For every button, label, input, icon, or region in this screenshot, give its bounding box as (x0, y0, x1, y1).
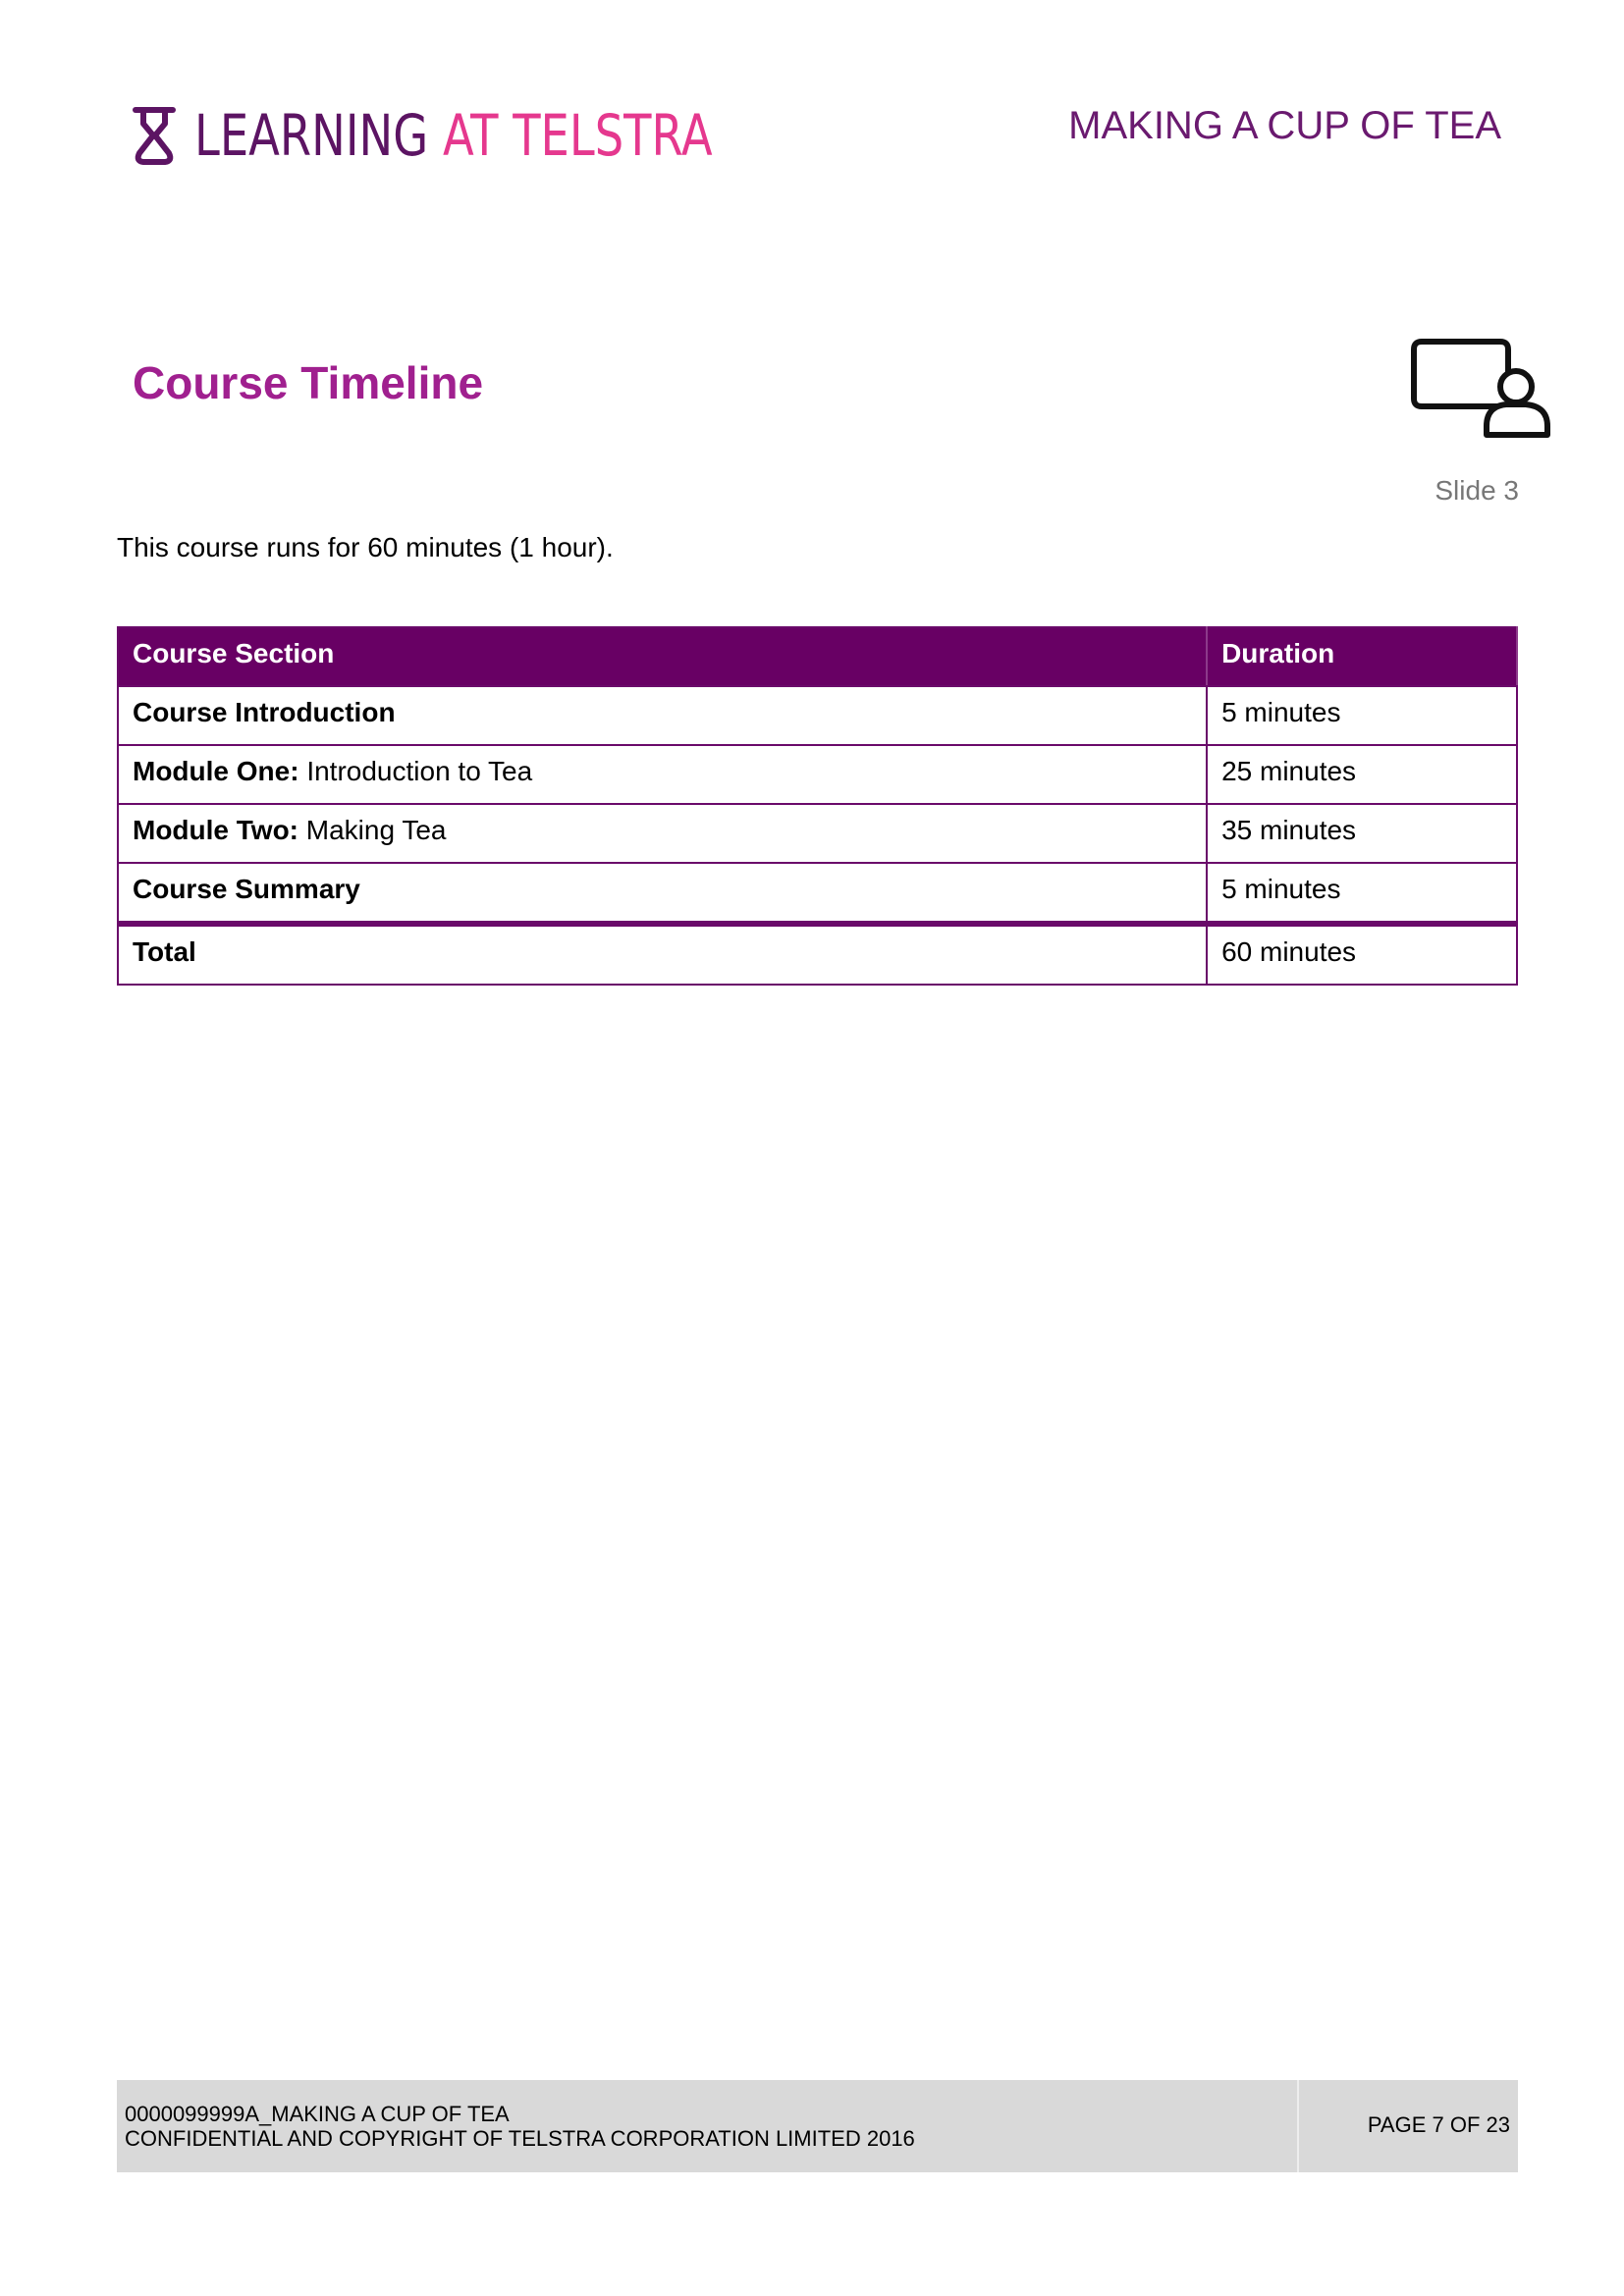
section-cell (118, 745, 1207, 804)
logo-text-at-telstra: AT TELSTRA (442, 102, 713, 169)
footer-document-id: 0000099999A_MAKING A CUP OF TEA (125, 2102, 510, 2126)
total-row (118, 924, 1517, 985)
course-timeline-table (117, 626, 1518, 986)
section-name: Module One: (133, 756, 299, 786)
footer-copyright: CONFIDENTIAL AND COPYRIGHT OF TELSTRA CORPORATION LIMITED 2016 (125, 2126, 915, 2151)
table-row (118, 804, 1517, 863)
total-label-cell (118, 924, 1207, 985)
learning-flask-icon (128, 104, 181, 167)
footer-page-number: PAGE 7 OF 23 (1367, 2112, 1510, 2137)
duration-cell: 5 minutes (1207, 686, 1517, 745)
logo-text-learning: LEARNING (194, 102, 443, 169)
table-row (118, 863, 1517, 924)
table-row (118, 745, 1517, 804)
total-duration-cell: 60 minutes (1207, 924, 1517, 985)
slide-label: Slide 3 (1435, 475, 1519, 506)
duration-cell: 5 minutes (1207, 863, 1517, 924)
duration-cell: 25 minutes (1207, 745, 1517, 804)
page-heading: Course Timeline (133, 357, 484, 408)
logo-text (194, 102, 713, 169)
section-detail: Making Tea (298, 815, 447, 845)
document-title: MAKING A CUP OF TEA (1068, 104, 1501, 147)
learning-at-telstra-logo (128, 102, 842, 169)
section-cell (118, 804, 1207, 863)
column-header-course-section: Course Section (118, 627, 1207, 686)
section-name: Course Introduction (133, 697, 396, 727)
course-duration-intro: This course runs for 60 minutes (1 hour). (117, 532, 614, 562)
section-name: Course Summary (133, 874, 360, 904)
footer-document-info (117, 2080, 1299, 2172)
total-label: Total (133, 936, 196, 967)
table-row (118, 686, 1517, 745)
section-detail: Introduction to Tea (298, 756, 533, 786)
table-header-row (118, 627, 1517, 686)
section-cell (118, 686, 1207, 745)
column-header-duration: Duration (1207, 627, 1517, 686)
section-name: Module Two: (133, 815, 298, 845)
page-footer (117, 2080, 1518, 2172)
section-cell (118, 863, 1207, 924)
screen-user-icon (1408, 338, 1551, 438)
duration-cell: 35 minutes (1207, 804, 1517, 863)
